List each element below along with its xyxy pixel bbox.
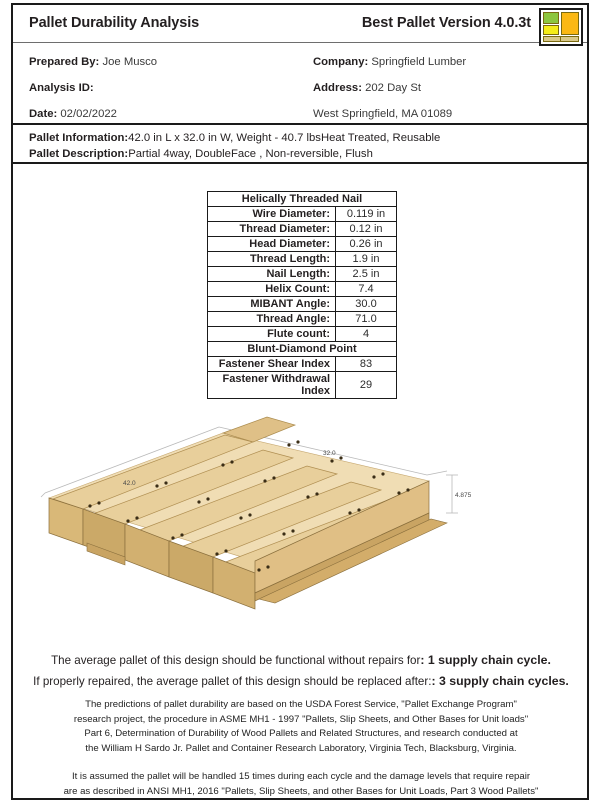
wire-diameter-value: 0.119 in bbox=[336, 207, 397, 222]
helix-count-value: 7.4 bbox=[336, 282, 397, 297]
pallet-description-row bbox=[29, 146, 587, 162]
pallet-description-label: Pallet Description: bbox=[29, 148, 129, 160]
pallet-description-value: Partial 4way, DoubleFace , Non-reversible, Flush bbox=[128, 148, 373, 160]
wire-diameter-label: Wire Diameter: bbox=[208, 207, 336, 222]
table-row bbox=[208, 222, 397, 237]
company-label: Company: bbox=[313, 56, 369, 68]
table-row bbox=[208, 267, 397, 282]
conclusion-2-text: If properly repaired, the average pallet of this design should be replaced after: bbox=[33, 675, 432, 688]
logo-yellow-small-square bbox=[543, 25, 559, 35]
fastener-withdrawal-index-value: 29 bbox=[336, 372, 397, 399]
thread-length-value: 1.9 in bbox=[336, 252, 397, 267]
software-version-title: Best Pallet Version 4.0.3t bbox=[361, 15, 531, 31]
table-row bbox=[208, 282, 397, 297]
helix-count-label: Helix Count: bbox=[208, 282, 336, 297]
pallet-drawing-svg bbox=[27, 413, 577, 638]
pallet-drawing bbox=[27, 413, 577, 638]
methodology-note-line-3: Part 6, Determination of Durability of Wood Pallets and Related Structures, and research conducted at bbox=[84, 728, 518, 739]
table-row bbox=[208, 342, 397, 357]
width-dimension-label: 32.0 bbox=[323, 450, 336, 457]
fastener-shear-index-label: Fastener Shear Index bbox=[208, 357, 336, 372]
table-row bbox=[208, 297, 397, 312]
date-value: 02/02/2022 bbox=[60, 108, 117, 120]
length-dimension-label: 42.0 bbox=[123, 480, 136, 487]
methodology-note bbox=[13, 698, 589, 756]
address-value: 202 Day St bbox=[365, 82, 421, 94]
mibant-angle-label: MIBANT Angle: bbox=[208, 297, 336, 312]
prepared-by-label: Prepared By: bbox=[29, 56, 100, 68]
conclusion-line-1 bbox=[13, 650, 589, 671]
methodology-note-line-4: the William H Sardo Jr. Pallet and Container Research Laboratory, Virginia Tech, Blacksburg, Virginia. bbox=[85, 742, 517, 754]
mibant-angle-value: 30.0 bbox=[336, 297, 397, 312]
nail-table-title: Helically Threaded Nail bbox=[208, 192, 397, 207]
address-label: Address: bbox=[313, 82, 362, 94]
handling-assumption-note bbox=[13, 770, 589, 799]
logo-green-square bbox=[543, 12, 559, 24]
report-header bbox=[13, 5, 587, 43]
height-dimension-label: 4.875 bbox=[455, 492, 472, 499]
company-row bbox=[313, 56, 466, 68]
city-state-zip-row bbox=[313, 108, 452, 120]
handling-assumption-line-2: are as described in ANSI MH1, 2016 "Pallets, Slip Sheets, and other Bases for Unit Loads, Part 3 Wood Pallets" bbox=[63, 785, 539, 797]
nail-specification-table bbox=[207, 191, 397, 399]
prepared-by-value: Joe Musco bbox=[102, 56, 158, 68]
prepared-by-row bbox=[29, 56, 157, 68]
pallet-information-section bbox=[13, 125, 587, 164]
thread-diameter-value: 0.12 in bbox=[336, 222, 397, 237]
fastener-withdrawal-index-label: Fastener Withdrawal Index bbox=[208, 372, 336, 399]
handling-assumption-line-1: It is assumed the pallet will be handled 15 times during each cycle and the damage levels that require repair bbox=[71, 771, 531, 782]
pallet-information-row bbox=[29, 130, 587, 146]
conclusion-1-bold: : 1 supply chain cycle. bbox=[420, 653, 551, 667]
head-diameter-label: Head Diameter: bbox=[208, 237, 336, 252]
nail-length-label: Nail Length: bbox=[208, 267, 336, 282]
table-row bbox=[208, 312, 397, 327]
table-row bbox=[208, 357, 397, 372]
best-pallet-logo-icon bbox=[539, 8, 583, 46]
thread-length-label: Thread Length: bbox=[208, 252, 336, 267]
city-state-zip-value: West Springfield, MA 01089 bbox=[313, 108, 453, 120]
table-row bbox=[208, 252, 397, 267]
conclusion-1-text: The average pallet of this design should be functional without repairs for bbox=[51, 654, 421, 667]
logo-pallet-base bbox=[543, 36, 579, 42]
table-row bbox=[208, 207, 397, 222]
conclusion-line-2 bbox=[13, 671, 589, 692]
logo-yellow-large-square bbox=[561, 12, 579, 35]
conclusion-2-bold: : 3 supply chain cycles. bbox=[431, 674, 569, 688]
address-row bbox=[313, 82, 421, 94]
pallet-information-value: 42.0 in L x 32.0 in W, Weight - 40.7 lbsHeat Treated, Reusable bbox=[128, 132, 441, 144]
report-footer bbox=[13, 650, 589, 799]
head-diameter-value: 0.26 in bbox=[336, 237, 397, 252]
point-type-value: Blunt-Diamond Point bbox=[208, 342, 397, 357]
flute-count-value: 4 bbox=[336, 327, 397, 342]
nail-length-value: 2.5 in bbox=[336, 267, 397, 282]
date-row bbox=[29, 108, 117, 120]
thread-angle-label: Thread Angle: bbox=[208, 312, 336, 327]
report-meta-section bbox=[13, 43, 587, 125]
page-title: Pallet Durability Analysis bbox=[29, 15, 200, 31]
table-row bbox=[208, 327, 397, 342]
fastener-shear-index-value: 83 bbox=[336, 357, 397, 372]
company-value: Springfield Lumber bbox=[371, 56, 467, 68]
date-label: Date: bbox=[29, 108, 58, 120]
methodology-note-line-1: The predictions of pallet durability are based on the USDA Forest Service, "Pallet Exchange Program" bbox=[85, 699, 517, 710]
table-row-header bbox=[208, 192, 397, 207]
pallet-information-label: Pallet Information: bbox=[29, 132, 129, 144]
table-row bbox=[208, 237, 397, 252]
methodology-note-line-2: research project, the procedure in ASME MH1 - 1997 "Pallets, Slip Sheets, and Other Bases for Unit loads" bbox=[73, 713, 529, 725]
thread-diameter-label: Thread Diameter: bbox=[208, 222, 336, 237]
table-row bbox=[208, 372, 397, 399]
flute-count-label: Flute count: bbox=[208, 327, 336, 342]
analysis-id-row bbox=[29, 82, 94, 94]
thread-angle-value: 71.0 bbox=[336, 312, 397, 327]
analysis-id-label: Analysis ID: bbox=[29, 82, 94, 94]
report-page bbox=[11, 3, 589, 800]
